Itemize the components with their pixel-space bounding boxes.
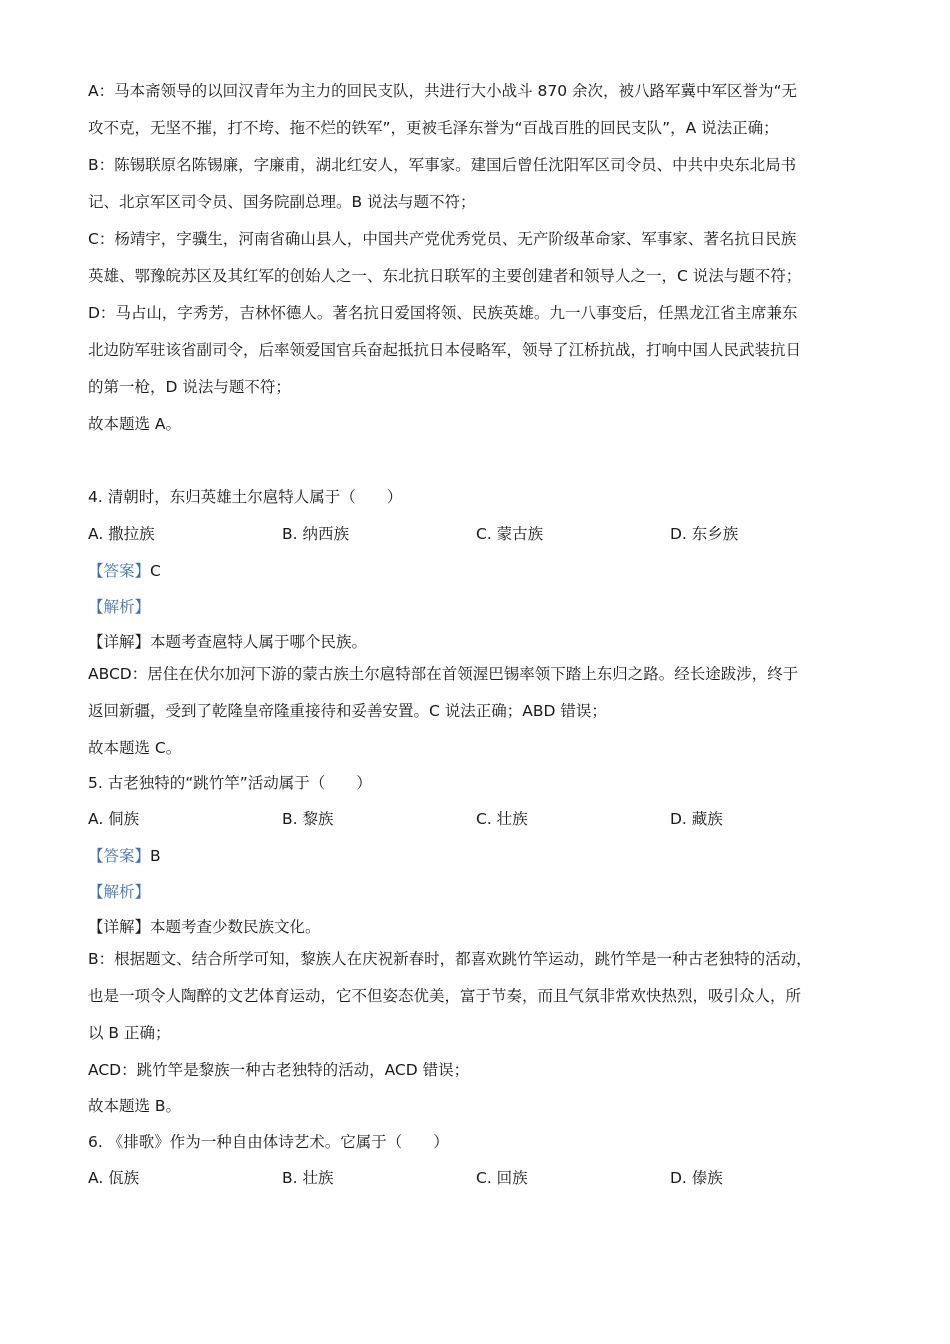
question-5-detail (88, 916, 868, 938)
question-6-option-a: A. 佤族 (88, 1169, 140, 1187)
question-5-analysis (88, 881, 868, 903)
explanation-line: D：马占山，字秀芳，吉林怀德人。著名抗日爱国将领、民族英雄。九一八事变后，任黑龙江省主席兼东 (88, 304, 798, 322)
explanation-line: 北边防军驻该省副司令，后率领爱国官兵奋起抵抗日本侵略军，领导了江桥抗战，打响中国人民武装抗日 (88, 341, 802, 359)
question-4-detail (88, 631, 868, 653)
detail-tag: 【详解】 (88, 918, 151, 936)
question-4-option-b: B. 纳西族 (282, 525, 349, 543)
conclusion-line: 故本题选 A。 (88, 415, 182, 433)
question-4-explanation-line: ABCD：居住在伏尔加河下游的蒙古族土尔扈特部在首领渥巴锡率领下踏上东归之路。经长途跋涉，终于 (88, 665, 799, 683)
detail-tag: 【详解】 (88, 633, 151, 651)
explanation-line: 的第一枪，D 说法与题不符； (88, 378, 291, 396)
question-5-option-c: C. 壮族 (476, 810, 528, 828)
question-6-option-d: D. 傣族 (670, 1169, 723, 1187)
question-5-answer (88, 845, 868, 867)
question-6-option-b: B. 壮族 (282, 1169, 334, 1187)
explanation-line: A：马本斋领导的以回汉青年为主力的回民支队，共进行大小战斗 870 余次，被八路军冀中军区誉为“无 (88, 82, 798, 100)
question-4-text: 4. 清朝时，东归英雄土尔扈特人属于（ ） (88, 488, 403, 506)
question-4-answer (88, 560, 868, 582)
question-4-explanation-line: 返回新疆，受到了乾隆皇帝隆重接待和妥善安置。C 说法正确；ABD 错误； (88, 702, 607, 720)
question-5-conclusion: 故本题选 B。 (88, 1097, 182, 1115)
question-5-explanation-line: 以 B 正确； (88, 1024, 171, 1042)
answer-tag: 【答案】 (88, 847, 151, 865)
explanation-line: B：陈锡联原名陈锡廉，字廉甫，湖北红安人，军事家。建国后曾任沈阳军区司令员、中共中央东北局书 (88, 156, 797, 174)
analysis-tag: 【解析】 (88, 598, 151, 616)
question-4-analysis (88, 596, 868, 618)
explanation-line: 攻不克，无坚不摧，打不垮、拖不烂的铁军”，更被毛泽东誉为“百战百胜的回民支队”，A 说法正确； (88, 119, 779, 137)
explanation-line: 记、北京军区司令员、国务院副总理。B 说法与题不符； (88, 193, 476, 211)
question-5-option-a: A. 侗族 (88, 810, 140, 828)
question-6-text: 6. 《排歌》作为一种自由体诗艺术。它属于（ ） (88, 1133, 449, 1151)
question-4-option-c: C. 蒙古族 (476, 525, 544, 543)
answer-value: C (150, 562, 161, 580)
question-4-conclusion: 故本题选 C。 (88, 739, 182, 757)
answer-value: B (150, 847, 161, 865)
question-6-option-c: C. 回族 (476, 1169, 528, 1187)
explanation-line: C：杨靖宇，字骥生，河南省确山县人，中国共产党优秀党员、无产阶级革命家、军事家、著名抗日民族 (88, 230, 797, 248)
answer-tag: 【答案】 (88, 562, 151, 580)
question-4-option-a: A. 撒拉族 (88, 525, 155, 543)
question-5-explanation-line: B：根据题文、结合所学可知，黎族人在庆祝新春时，都喜欢跳竹竿运动，跳竹竿是一种古老独特的活动， (88, 950, 812, 968)
explanation-line: 英雄、鄂豫皖苏区及其红军的创始人之一、东北抗日联军的主要创建者和领导人之一，C 说法与题不符； (88, 267, 802, 285)
detail-text: 本题考查少数民族文化。 (150, 918, 321, 936)
question-5-explanation-line: ACD：跳竹竿是黎族一种古老独特的活动，ACD 错误； (88, 1061, 470, 1079)
question-5-explanation-line: 也是一项令人陶醉的文艺体育运动，它不但姿态优美，富于节奏，而且气氛非常欢快热烈，吸引众人，所 (88, 987, 802, 1005)
detail-text: 本题考查扈特人属于哪个民族。 (150, 633, 368, 651)
analysis-tag: 【解析】 (88, 883, 151, 901)
question-4-option-d: D. 东乡族 (670, 525, 739, 543)
question-5-option-d: D. 藏族 (670, 810, 723, 828)
question-5-option-b: B. 黎族 (282, 810, 334, 828)
question-5-text: 5. 古老独特的“跳竹竿”活动属于（ ） (88, 774, 372, 792)
